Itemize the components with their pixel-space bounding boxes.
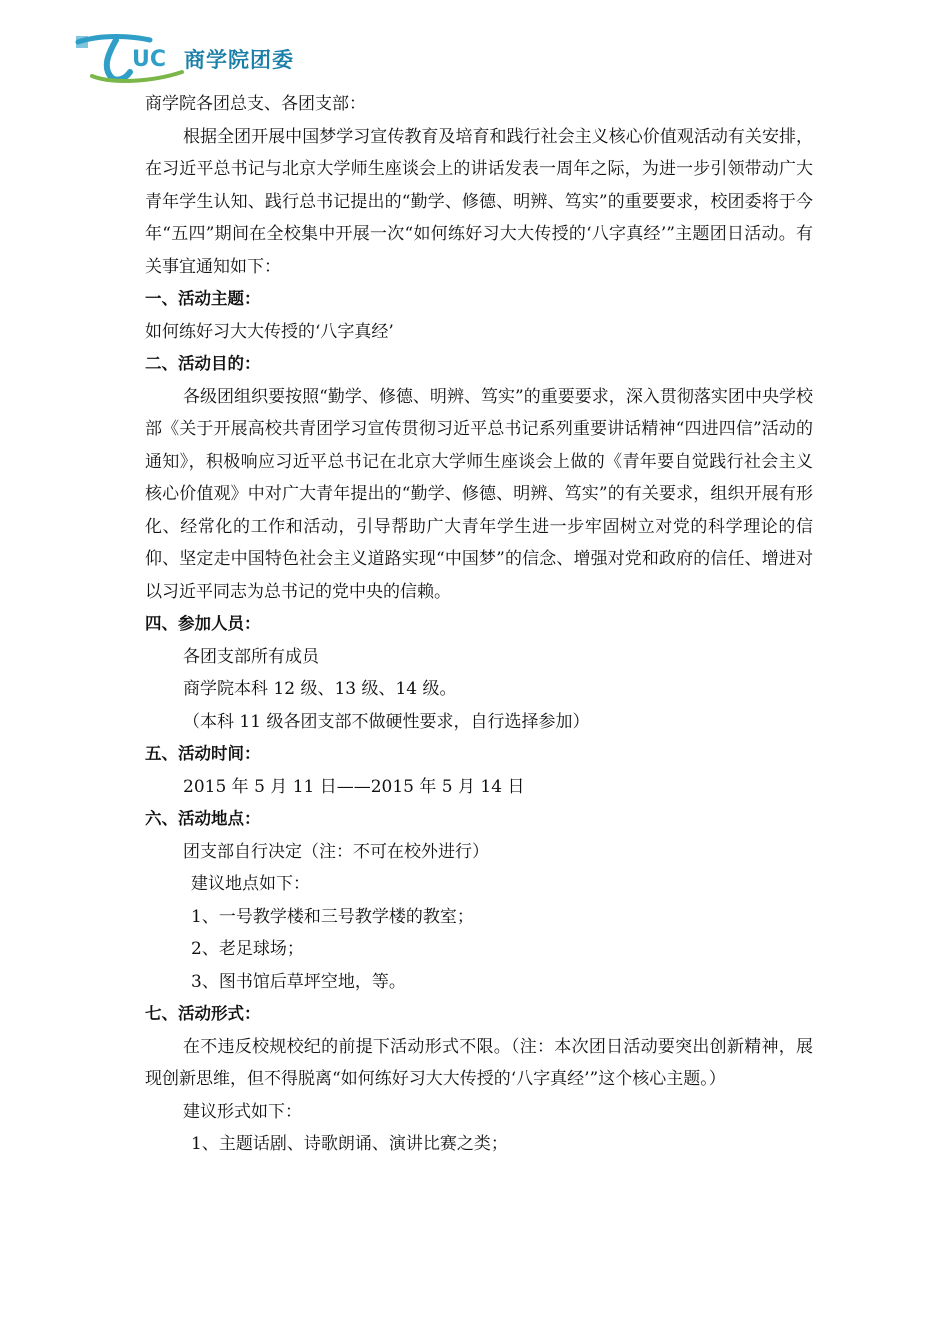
- section-2-paragraph: 各级团组织要按照“勤学、修德、明辨、笃实”的重要要求，深入贯彻落实团中央学校部《关于开展高校共青团学习宣传贯彻习近平总书记系列重要讲话精神“四进四信”活动的通知》，积极响应习近平总书记在北京大学师生座谈会上做的《青年要自觉践行社会主义核心价值观》中对广大青年提出的“勤学、修德、明辨、笃实”的有关要求，组织开展有形化、经常化的工作和活动，引导帮助广大青年学生进一步牢固树立对党的科学理论的信仰、坚定走中国特色社会主义道路实现“中国梦”的信念、增强对党和政府的信任、增进对以习近平同志为总书记的党中央的信赖。: [145, 386, 813, 602]
- section-6-heading: 六、活动地点：: [145, 809, 261, 828]
- section-2-heading: 二、活动目的：: [145, 354, 261, 373]
- section-4-heading: 四、参加人员：: [145, 614, 261, 633]
- form-suggestion-line: 建议形式如下：: [183, 1101, 302, 1122]
- participants-line-1: 各团支部所有成员: [183, 646, 319, 667]
- header-logo: [72, 28, 342, 84]
- location-item: 3、图书馆后草坪空地，等。: [191, 971, 406, 992]
- location-line-2: 建议地点如下：: [191, 874, 310, 894]
- section-1-heading: 一、活动主题：: [145, 289, 261, 308]
- activity-time: 2015 年 5 月 11 日——2015 年 5 月 14 日: [183, 776, 525, 797]
- section-1-text: 如何练好习大大传授的‘八字真经’: [145, 321, 394, 342]
- participants-line-2: 商学院本科 12 级、13 级、14 级。: [183, 679, 457, 699]
- tuc-logo-mark-icon: [72, 28, 192, 84]
- location-line-1: 团支部自行决定（注：不可在校外进行）: [183, 841, 489, 862]
- intro-paragraph: 根据全团开展中国梦学习宣传教育及培育和践行社会主义核心价值观活动有关安排，在习近平总书记与北京大学师生座谈会上的讲话发表一周年之际，为进一步引领带动广大青年学生认知、践行总书记提出的“勤学、修德、明辨、笃实”的重要要求，校团委将于今年“五四”期间在全校集中开展一次“如何练好习大大传授的‘八字真经’”主题团日活动。有关事宜通知如下：: [145, 126, 813, 277]
- form-item: 1、主题话剧、诗歌朗诵、演讲比赛之类；: [191, 1134, 508, 1154]
- section-5-heading: 五、活动时间：: [145, 744, 261, 763]
- location-item: 1、一号教学楼和三号教学楼的教室；: [191, 906, 474, 927]
- location-item: 2、老足球场；: [191, 939, 304, 959]
- svg-text:UC: UC: [132, 47, 167, 72]
- section-7-paragraph: 在不违反校规校纪的前提下活动形式不限。（注：本次团日活动要突出创新精神，展现创新思维，但不得脱离“如何练好习大大传授的‘八字真经’”这个核心主题。）: [145, 1036, 813, 1089]
- notice-document: [145, 88, 813, 1161]
- participants-line-3: （本科 11 级各团支部不做硬性要求，自行选择参加）: [183, 711, 590, 732]
- logo-title: 商学院团委: [184, 48, 294, 72]
- salutation: 商学院各团总支、各团支部：: [145, 94, 366, 114]
- section-7-heading: 七、活动形式：: [145, 1004, 261, 1023]
